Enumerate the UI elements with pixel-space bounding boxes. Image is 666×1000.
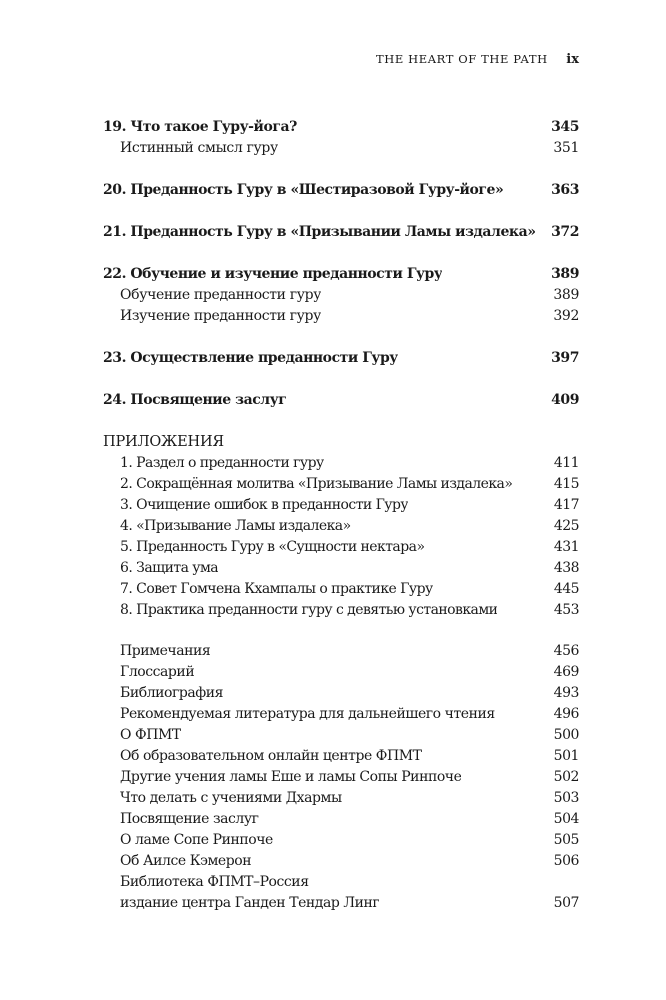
back-item-page: 507 bbox=[553, 895, 579, 911]
toc-back-item[interactable] bbox=[103, 704, 579, 725]
back-item-page: 500 bbox=[553, 727, 579, 743]
toc-appendix-5[interactable] bbox=[103, 537, 579, 558]
back-item-title: Об образовательном онлайн центре ФПМТ bbox=[120, 748, 422, 764]
back-item-page: 502 bbox=[553, 769, 579, 785]
back-item-title: Об Аилсе Кэмерон bbox=[120, 853, 252, 869]
appendices-label: ПРИЛОЖЕНИЯ bbox=[103, 434, 224, 450]
chapter-title: 23. Осуществление преданности Гуру bbox=[103, 350, 398, 366]
chapter-page: 372 bbox=[551, 224, 579, 240]
appendices-heading bbox=[103, 432, 579, 453]
toc-appendix-8[interactable] bbox=[103, 600, 579, 621]
toc-back-item[interactable] bbox=[103, 641, 579, 662]
back-item-title: Библиотека ФПМТ–Россия bbox=[120, 874, 309, 890]
toc-subsection[interactable] bbox=[103, 306, 579, 327]
toc-back-item[interactable] bbox=[103, 767, 579, 788]
table-of-contents bbox=[103, 117, 579, 914]
toc-back-item[interactable] bbox=[103, 788, 579, 809]
subsection-title: Обучение преданности гуру bbox=[120, 287, 322, 303]
toc-appendix-3[interactable] bbox=[103, 495, 579, 516]
toc-back-item[interactable] bbox=[103, 662, 579, 683]
back-item-page: 456 bbox=[553, 643, 579, 659]
toc-back-item[interactable] bbox=[103, 809, 579, 830]
back-item-title: О ФПМТ bbox=[120, 727, 181, 743]
subsection-page: 351 bbox=[553, 140, 579, 156]
appendix-title: 2. Сокращённая молитва «Призывание Ламы издалека» bbox=[120, 476, 513, 492]
chapter-title: 20. Преданность Гуру в «Шестиразовой Гуру-йоге» bbox=[103, 182, 504, 198]
appendix-title: 7. Совет Гомчена Кхампалы о практике Гуру bbox=[120, 581, 433, 597]
running-head-title: THE HEART OF THE PATH bbox=[376, 52, 548, 66]
toc-appendix-7[interactable] bbox=[103, 579, 579, 600]
chapter-page: 397 bbox=[551, 350, 579, 366]
appendix-title: 5. Преданность Гуру в «Сущности нектара» bbox=[120, 539, 425, 555]
toc-appendix-4[interactable] bbox=[103, 516, 579, 537]
page-folio: ix bbox=[566, 52, 579, 67]
toc-back-item[interactable] bbox=[103, 872, 579, 893]
subsection-page: 392 bbox=[553, 308, 579, 324]
back-item-page: 506 bbox=[553, 853, 579, 869]
chapter-page: 389 bbox=[551, 266, 579, 282]
appendix-page: 411 bbox=[553, 455, 579, 471]
back-item-page: 503 bbox=[553, 790, 579, 806]
back-item-title: О ламе Сопе Ринпоче bbox=[120, 832, 273, 848]
back-item-title: Другие учения ламы Еше и ламы Сопы Ринпоче bbox=[120, 769, 462, 785]
toc-back-item[interactable] bbox=[103, 725, 579, 746]
toc-back-item[interactable] bbox=[103, 851, 579, 872]
chapter-title: 22. Обучение и изучение преданности Гуру bbox=[103, 266, 443, 282]
subsection-title: Изучение преданности гуру bbox=[120, 308, 322, 324]
chapter-page: 409 bbox=[551, 392, 579, 408]
toc-appendix-6[interactable] bbox=[103, 558, 579, 579]
chapter-title: 24. Посвящение заслуг bbox=[103, 392, 287, 408]
back-item-title: Что делать с учениями Дхармы bbox=[120, 790, 342, 806]
toc-back-item[interactable] bbox=[103, 830, 579, 851]
appendix-title: 3. Очищение ошибок в преданности Гуру bbox=[120, 497, 409, 513]
toc-chapter-21[interactable] bbox=[103, 222, 579, 243]
running-head bbox=[376, 52, 579, 67]
back-item-title: Библиография bbox=[120, 685, 224, 701]
back-item-page: 501 bbox=[553, 748, 579, 764]
back-item-title: Посвящение заслуг bbox=[120, 811, 259, 827]
back-item-title: Глоссарий bbox=[120, 664, 195, 680]
subsection-page: 389 bbox=[553, 287, 579, 303]
toc-back-item[interactable] bbox=[103, 746, 579, 767]
chapter-page: 345 bbox=[551, 119, 579, 135]
toc-appendix-1[interactable] bbox=[103, 453, 579, 474]
toc-chapter-24[interactable] bbox=[103, 390, 579, 411]
toc-chapter-20[interactable] bbox=[103, 180, 579, 201]
toc-chapter-19[interactable] bbox=[103, 117, 579, 138]
toc-back-item[interactable] bbox=[103, 893, 579, 914]
appendix-title: 6. Защита ума bbox=[120, 560, 219, 576]
appendix-page: 425 bbox=[553, 518, 579, 534]
back-item-page: 496 bbox=[553, 706, 579, 722]
toc-subsection[interactable] bbox=[103, 285, 579, 306]
appendix-page: 431 bbox=[553, 539, 579, 555]
toc-subsection[interactable] bbox=[103, 138, 579, 159]
back-item-page: 504 bbox=[553, 811, 579, 827]
back-item-page: 505 bbox=[553, 832, 579, 848]
appendix-page: 417 bbox=[553, 497, 579, 513]
appendix-page: 438 bbox=[553, 560, 579, 576]
appendix-page: 415 bbox=[553, 476, 579, 492]
chapter-page: 363 bbox=[551, 182, 579, 198]
toc-back-item[interactable] bbox=[103, 683, 579, 704]
toc-appendix-2[interactable] bbox=[103, 474, 579, 495]
chapter-title: 21. Преданность Гуру в «Призывании Ламы издалека» bbox=[103, 224, 536, 240]
back-item-title: Примечания bbox=[120, 643, 211, 659]
toc-chapter-22[interactable] bbox=[103, 264, 579, 285]
appendix-title: 1. Раздел о преданности гуру bbox=[120, 455, 324, 471]
toc-chapter-23[interactable] bbox=[103, 348, 579, 369]
appendix-title: 4. «Призывание Ламы издалека» bbox=[120, 518, 351, 534]
chapter-title: 19. Что такое Гуру-йога? bbox=[103, 119, 297, 135]
back-item-title: издание центра Ганден Тендар Линг bbox=[120, 895, 380, 911]
back-item-page: 469 bbox=[553, 664, 579, 680]
back-item-title: Рекомендуемая литература для дальнейшего чтения bbox=[120, 706, 495, 722]
appendix-title: 8. Практика преданности гуру с девятью установками bbox=[120, 602, 498, 618]
appendix-page: 445 bbox=[553, 581, 579, 597]
appendix-page: 453 bbox=[553, 602, 579, 618]
subsection-title: Истинный смысл гуру bbox=[120, 140, 278, 156]
back-item-page: 493 bbox=[553, 685, 579, 701]
